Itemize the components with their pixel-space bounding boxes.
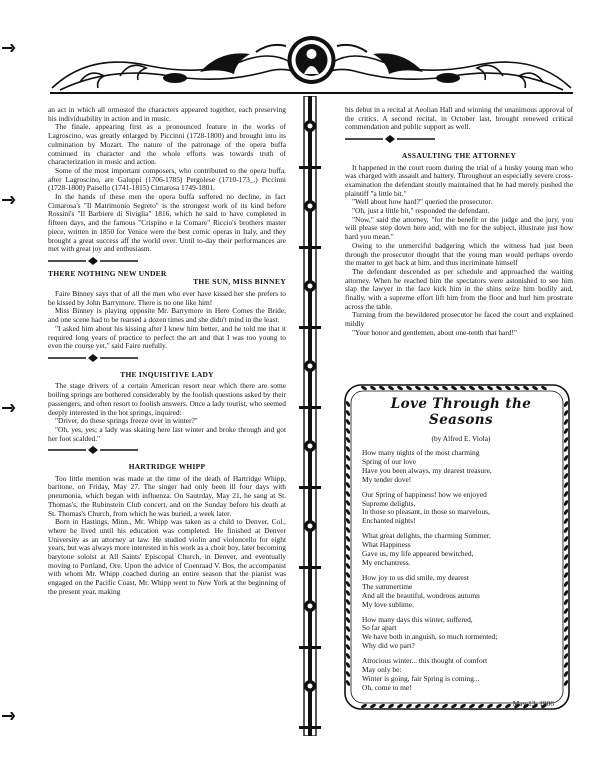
leaf-ornament (345, 652, 351, 659)
paragraph: "Driver, do these springs freeze over in winter?" (55, 416, 198, 426)
leaf-ornament (468, 385, 475, 391)
leaf-ornament (345, 418, 351, 425)
leaf-ornament (563, 445, 569, 452)
leaf-ornament (345, 607, 351, 614)
leaf-ornament (563, 544, 569, 551)
leaf-ornament (345, 490, 351, 497)
leaf-ornament (563, 634, 569, 641)
poem-line: Oh, come to me! (362, 682, 412, 692)
leaf-ornament (345, 472, 351, 479)
poem-line: My love sublime. (362, 599, 414, 609)
paragraph: "Oh, just a little bit," responded the defendant. (352, 206, 490, 216)
leaf-ornament (522, 385, 529, 391)
paragraph: "Now," said the attorney, "for the benefit or the judge and the jury, you will please step down here and, with me for the subject, illustrate just how hard you mean." (345, 214, 573, 242)
leaf-ornament (563, 661, 569, 668)
leaf-ornament (396, 385, 403, 391)
poem-date: May 13, 1906 (512, 698, 554, 708)
paragraph: It happened in the court room during the trial of a husky young man who was charged with assault and battery. Throughout an especially severe cross-examination the defendant stoutly maintained that he had merely pushed the plaintiff "a little bit." (345, 162, 573, 198)
paragraph: Born in Hastings, Minn., Mr. Whipp was taken as a child to Denver, Col., where he lived until his education was completed. He finished at Denver University as an attorney at law. He studied violin and violoncello for eight years, but was always more interested in his work as a choir boy, later becoming barytone soloist at All Saints' Episcopal Church, in Denver, and eventually moving to Portland, Ore. Upon the advice of Coenraad V. Bos, the accompanist with whom Mr. Whipp coached during an entire season that the pianist was engaged on the Pacific Coast, Mr. Whipp went to New York at the beginning of the present year, making (48, 517, 286, 596)
leaf-ornament (563, 535, 569, 542)
leaf-ornament (563, 454, 569, 461)
section-rule-icon (48, 257, 138, 265)
leaf-ornament (369, 385, 376, 391)
poem-line: Spring of our love (362, 456, 416, 466)
poem-line: Have you been always, my dearest treasure, (362, 465, 492, 475)
leaf-ornament (345, 436, 351, 443)
poem-line: My enchantress. (362, 557, 411, 567)
leaf-ornament (432, 385, 439, 391)
poem-line: Atrocious winter... this thought of comfort (362, 656, 488, 666)
leaf-ornament (459, 385, 466, 391)
poem-line: May only be: (362, 665, 402, 675)
poem-line: So far apart (362, 623, 397, 633)
leaf-ornament (563, 436, 569, 443)
leaf-ornament (345, 427, 351, 434)
poem-line: In those so pleasant, in those so marvelous, (362, 507, 490, 517)
section-heading: HARTRIDGE WHIPP (128, 462, 206, 472)
poem-stanza (362, 532, 560, 568)
poem-line: What great delights, the charming Summer, (362, 531, 491, 541)
paragraph: In the hands of these men the opera buffa suffered no decline, in fact Cimarosa's "Il Matrimonio Segreto" is the strongest work of its kind before Rossini's "Il Barbiere di Siviglia" 1816, which he said to have completed in fifteen days, and the famous "Crispino e la Comare" Riccio's brothers master piece, written in 1850 for Venice were the best comic operas in Italy, and they brought a great success aff the world over. Until to-day their performances are met with great joy and enthusiasm. (48, 192, 286, 254)
poem-stanza (362, 449, 560, 485)
leaf-ornament (563, 625, 569, 632)
paragraph: Too little mention was made at the time of the death of Hartridge Whipp, baritone, on Friday, May 27. The singer had only been ill four days with pneumonia, which began with influenza. On Sautrday, May 21, he sang at St. Thomas's, the Rubinstein Club concert, and on the Sunday before his death at St. Thomas's Church, from which he was buried, a week later. (48, 473, 286, 518)
leaf-ornament (563, 490, 569, 497)
leaf-ornament (345, 625, 351, 632)
poem-line: How many nights of the most charming (362, 448, 480, 457)
leaf-ornament (563, 418, 569, 425)
poem-line: How many days this winter, suffered, (362, 614, 473, 624)
section-heading: THERE NOTHING NEW UNDER (48, 268, 167, 278)
poem-line: Gave us, my life appeared bewitched, (362, 549, 474, 559)
leaf-ornament (345, 409, 351, 416)
leaf-ornament (563, 526, 569, 533)
paragraph: The finale, appearing first as a pronounced feature in the works of Lagroscino, was greatly enlarged by Piccinni (1728-1800) and brought into its culmination by Mozart. The nature of the patronage of the opera buffa cotninued its character and the whole efforts was towards truth of characterization in music and action. (48, 122, 286, 167)
poem-stanza (362, 616, 560, 652)
leaf-ornament (345, 400, 351, 407)
paragraph: Miss Binney is playing opposite Mr. Barrymore in Here Comes the Bride, and one scene had to be rearsed a dozen times and she didn't mind in the least. (48, 306, 286, 325)
leaf-ornament (477, 385, 484, 391)
section-rule-icon (48, 354, 138, 362)
leaf-ornament (563, 571, 569, 578)
leaf-ornament (345, 535, 351, 542)
leaf-ornament (345, 517, 351, 524)
leaf-ornament (405, 385, 412, 391)
leaf-ornament (563, 670, 569, 677)
leaf-ornament (563, 598, 569, 605)
leaf-ornament (345, 454, 351, 461)
leaf-ornament (563, 616, 569, 623)
poem-title: Love Through the Seasons (390, 396, 532, 428)
paragraph: Faire Binney says that of all the men who ever have kissed her she prefers to be kissed by John Barrymore. There is no one like him! (48, 289, 286, 307)
leaf-ornament (345, 643, 351, 650)
paragraph: Turning from the bewildered prosecutor he faced the court and explained mildly (345, 310, 573, 329)
binder-mark-icon (2, 44, 16, 52)
section-rule-icon (345, 135, 435, 143)
leaf-ornament (531, 385, 538, 391)
leaf-ornament (345, 670, 351, 677)
binder-mark-icon (2, 712, 16, 720)
leaf-ornament (563, 580, 569, 587)
leaf-ornament (345, 634, 351, 641)
leaf-ornament (345, 463, 351, 470)
leaf-ornament (345, 661, 351, 668)
leaf-ornament (563, 643, 569, 650)
leaf-ornament (345, 679, 351, 686)
leaf-ornament (345, 481, 351, 488)
leaf-ornament (387, 385, 394, 391)
leaf-ornament (345, 445, 351, 452)
leaf-ornament (563, 508, 569, 515)
leaf-ornament (423, 385, 430, 391)
section-heading: THE SUN, MISS BINNEY (193, 277, 286, 287)
left-column (48, 106, 286, 597)
leaf-ornament (345, 508, 351, 515)
poem-line: Our Spring of happiness! how we enjoyed (362, 489, 487, 499)
leaf-ornament (513, 385, 520, 391)
leaf-ornament (563, 652, 569, 659)
leaf-ornament (563, 679, 569, 686)
leaf-ornament (345, 499, 351, 506)
paragraph: "Oh, yes, yes; a lady was skating here last winter and broke through and got her foot scalded." (48, 424, 286, 443)
leaf-ornament (414, 385, 421, 391)
leaf-ornament (563, 400, 569, 407)
leaf-ornament (563, 562, 569, 569)
binder-mark-icon (2, 404, 16, 412)
paragraph: Some of the most important composers, who contributed to the opera buffa, after Lagroscino, are Galuppi (1706-1785) Pergolese (1710-173_.) Piccinni (1728-1800) Paisello (1741-1815) Cimarosa 1749-1801. (48, 165, 286, 193)
leaf-ornament (486, 385, 493, 391)
paragraph: "Well about how hard?" queried the prosecutor. (352, 197, 493, 207)
leaf-ornament (450, 385, 457, 391)
leaf-ornament (345, 598, 351, 605)
leaf-ornament (563, 409, 569, 416)
leaf-ornament (345, 544, 351, 551)
binder-mark-icon (2, 196, 16, 204)
paragraph: The stage drivers of a certain American resort near which there are some boiling springs are bothered considerably by the foolish questions asked by their passengers, and often resort to foolish answers. Once a lady tourist, who seemed deeply interested in the hot springs, inquired: (48, 381, 286, 417)
leaf-ornament (563, 499, 569, 506)
leaf-ornament (345, 589, 351, 596)
leaf-ornament (563, 481, 569, 488)
poem-line: How joy to us did smile, my dearest (362, 572, 469, 582)
leaf-ornament (563, 463, 569, 470)
leaf-ornament (540, 385, 547, 391)
leaf-ornament (563, 589, 569, 596)
right-column (345, 106, 573, 338)
poem-stanza (362, 657, 560, 693)
leaf-ornament (495, 385, 502, 391)
leaf-ornament (563, 472, 569, 479)
poem-line: My tender dove! (362, 474, 412, 484)
leaf-ornament (345, 571, 351, 578)
poem-line: And all the beautiful, wondrous autumn (362, 590, 480, 600)
leaf-ornament (504, 385, 511, 391)
leaf-ornament (563, 427, 569, 434)
paragraph: The defendant descended as per schedule and approached the waiting attorney. When he reached him the spectators were astonished to see him slap the lawyer in the face kick him in the shins seize him bodily and, finally, with a supreme effort lift him from the floor and hurl him prostrate across the table. (345, 266, 573, 311)
section-heading: THE INQUISITIVE LADY (120, 369, 214, 379)
section-heading: ASSAULTING THE ATTORNEY (401, 150, 517, 160)
section-rule-icon (48, 446, 138, 454)
leaf-ornament (563, 517, 569, 524)
paragraph: an act in which all ormostof the characters appeared together, each preserving his individuability in action and in music. (48, 105, 286, 123)
poem-author: (by Alfred E. Viola) (431, 434, 491, 443)
leaf-ornament (563, 553, 569, 560)
poem-line: Enchanted nights! (362, 516, 416, 526)
paragraph: "I asked him about his kissing after I knew him better, and he told me that it required long years of practice to perfect the art and that I was too young to even the course yet," said Faire ruefully. (48, 323, 286, 351)
leaf-ornament (345, 562, 351, 569)
leaf-ornament (378, 385, 385, 391)
poem-line: Why did we part? (362, 641, 415, 651)
paragraph: his debut in a recital at Aeolian Hall and winning the unanimous approval of the critics. A second recital, in October last, brought renewed critical commendation and public support as well. (345, 105, 573, 132)
leaf-ornament (345, 580, 351, 587)
poem-line: Winter is going, fair Spring is coming... (362, 673, 480, 683)
column-divider-icon (297, 96, 323, 736)
leaf-ornament (345, 553, 351, 560)
leaf-ornament (345, 616, 351, 623)
paragraph: "Your honor and gentlemen, about one-tenth that hard!" (352, 327, 517, 337)
leaf-ornament (563, 607, 569, 614)
leaf-ornament (441, 385, 448, 391)
leaf-ornament (345, 526, 351, 533)
poem-line: Supreme delights, (362, 498, 416, 508)
poem-stanza (362, 491, 560, 527)
poem-stanza (362, 574, 560, 610)
poem-line: We have both in anguish, so much tormented; (362, 632, 498, 642)
ornamental-header-icon (50, 32, 573, 94)
leaf-ornament (360, 385, 367, 391)
poem-line: The summertime (362, 581, 413, 591)
paragraph: Owing to the unmerciful badgering which the witness had just been through the prosecutor thought that the young man would perhaps overdo the matter to get back at him, and thus incriminate himself (345, 240, 573, 268)
poem-line: What Happiness (362, 540, 411, 550)
poem (362, 396, 560, 708)
